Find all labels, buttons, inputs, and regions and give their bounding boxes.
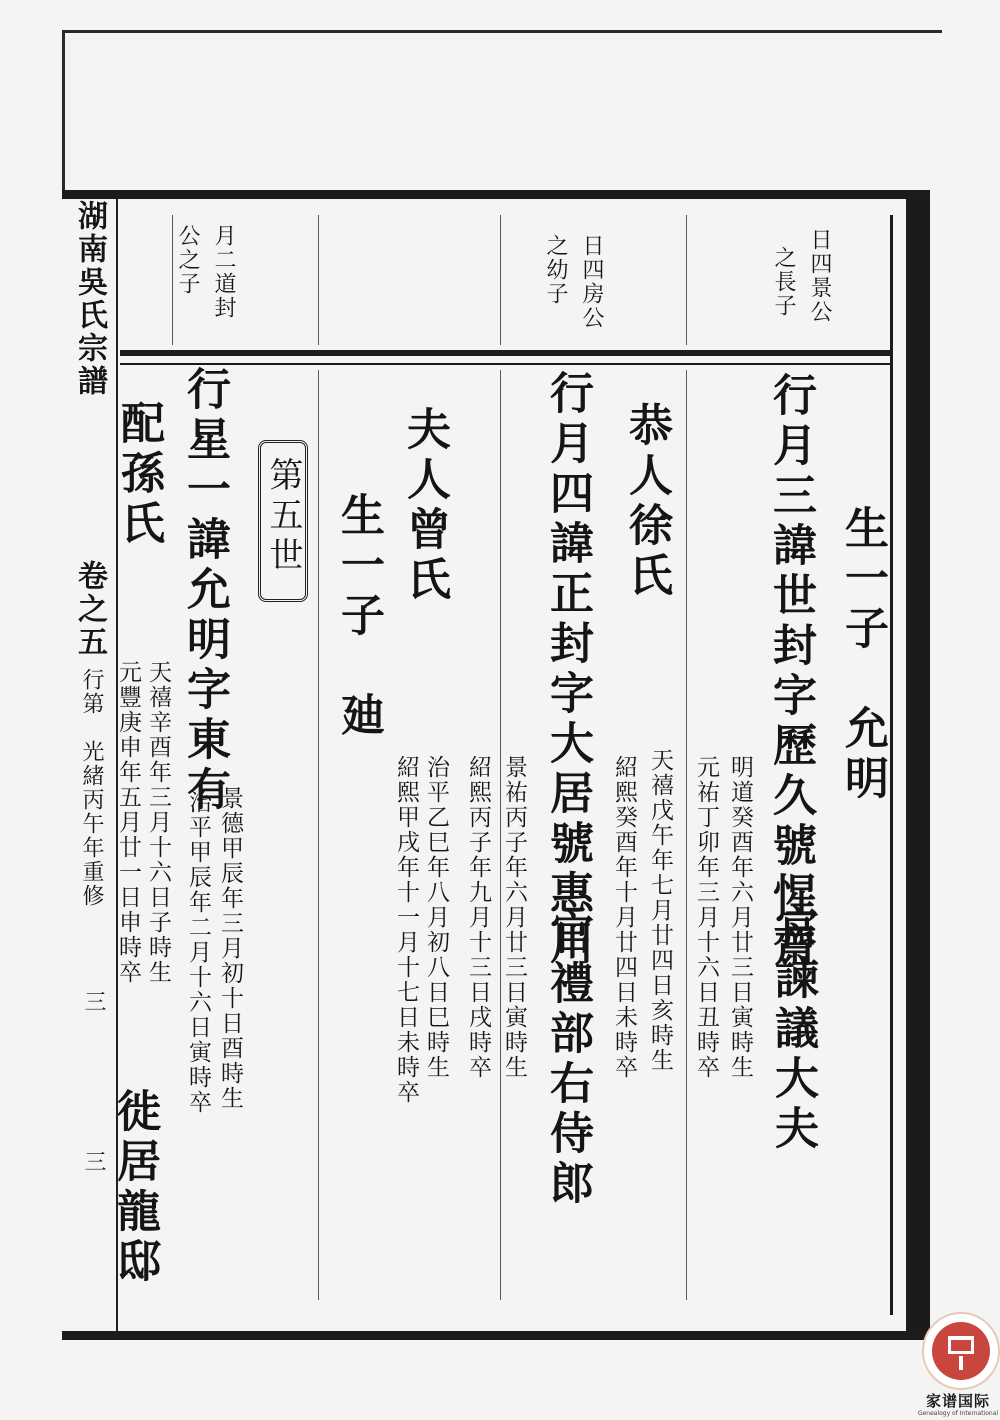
header-rule-thin <box>120 363 890 365</box>
body-col-line <box>686 370 687 1300</box>
spine-title: 湖南吳氏宗譜 <box>72 200 107 398</box>
logo-name: 家谱国际 <box>925 1392 990 1410</box>
header-note-line: 日四房公 <box>579 234 604 330</box>
entry-spouse: 配孫氏 <box>113 400 164 550</box>
entry-death: 紹熙丙子年九月十三日戌時卒 <box>465 755 491 1080</box>
header-col-line <box>686 215 687 345</box>
entry-spouse: 恭人徐氏 <box>621 402 672 602</box>
spine-section: 行第 <box>79 668 104 716</box>
entry-birth: 明道癸酉年六月廿三日寅時生 <box>727 755 753 1080</box>
entry-title: 徙居龍邸 <box>109 1088 160 1288</box>
spine-volume: 卷之五 <box>72 560 107 659</box>
top-border <box>62 30 942 33</box>
entry-birth: 天禧戊午年七月廿四日亥時生 <box>647 748 673 1073</box>
entry-name-line: 行星一諱允明字東有 <box>179 366 230 816</box>
entry-birth: 治平乙巳年八月初八日巳時生 <box>423 755 449 1080</box>
entry-birth: 天禧辛酉年三月十六日子時生 <box>145 660 171 985</box>
entry-death: 元祐丁卯年三月十六日丑時卒 <box>693 755 719 1080</box>
entry-name-line: 行月三諱世封字歷久號惺齋 <box>765 372 816 972</box>
header-note-line: 之幼子 <box>543 234 568 306</box>
book-tree-icon <box>932 1322 990 1380</box>
header-col-line <box>500 215 501 345</box>
entry-children: 生一子 允明 <box>837 505 888 805</box>
header-note-line: 公之子 <box>175 224 200 296</box>
entry-death: 紹熙甲戌年十一月十七日未時卒 <box>393 755 419 1105</box>
spine-foot: 三 <box>81 1150 106 1174</box>
header-note-line: 日四景公 <box>807 228 832 324</box>
entry-title: 官禮部右侍郎 <box>542 910 593 1210</box>
header-rule <box>120 350 890 356</box>
spine-page: 三 <box>81 990 106 1014</box>
header-col-line <box>318 215 319 345</box>
entry-death: 紹熙癸酉年十月廿四日未時卒 <box>611 755 637 1080</box>
entry-death: 治平甲辰年二月十六日寅時卒 <box>185 790 211 1115</box>
header-col-line <box>172 215 173 345</box>
spine-edition: 光緒丙午年重修 <box>79 740 104 908</box>
body-col-line <box>318 370 319 1300</box>
generation-label-box <box>258 440 308 602</box>
logo-subtitle: Genealogy of International <box>917 1410 999 1417</box>
header-note-line: 月二道封 <box>211 224 236 320</box>
entry-birth: 景德甲辰年三月初十日酉時生 <box>217 786 243 1111</box>
entry-birth: 景祐丙子年六月廿三日寅時生 <box>501 755 527 1080</box>
left-border <box>62 30 65 190</box>
generation-label: 第五世 <box>263 457 303 577</box>
entry-children: 生一子 廸 <box>333 492 384 742</box>
entry-spouse: 夫人曾氏 <box>399 406 450 606</box>
outer-right-border <box>906 198 930 1332</box>
watermark-logo <box>922 1312 1000 1390</box>
inner-right-border <box>890 215 893 1315</box>
entry-title: 官諫議大夫 <box>767 905 818 1155</box>
entry-death: 元豐庚申年五月廿一日申時卒 <box>115 660 141 985</box>
entry-name-line: 行月四諱正封字大居號惠川 <box>542 370 593 970</box>
header-note-line: 之長子 <box>771 246 796 318</box>
